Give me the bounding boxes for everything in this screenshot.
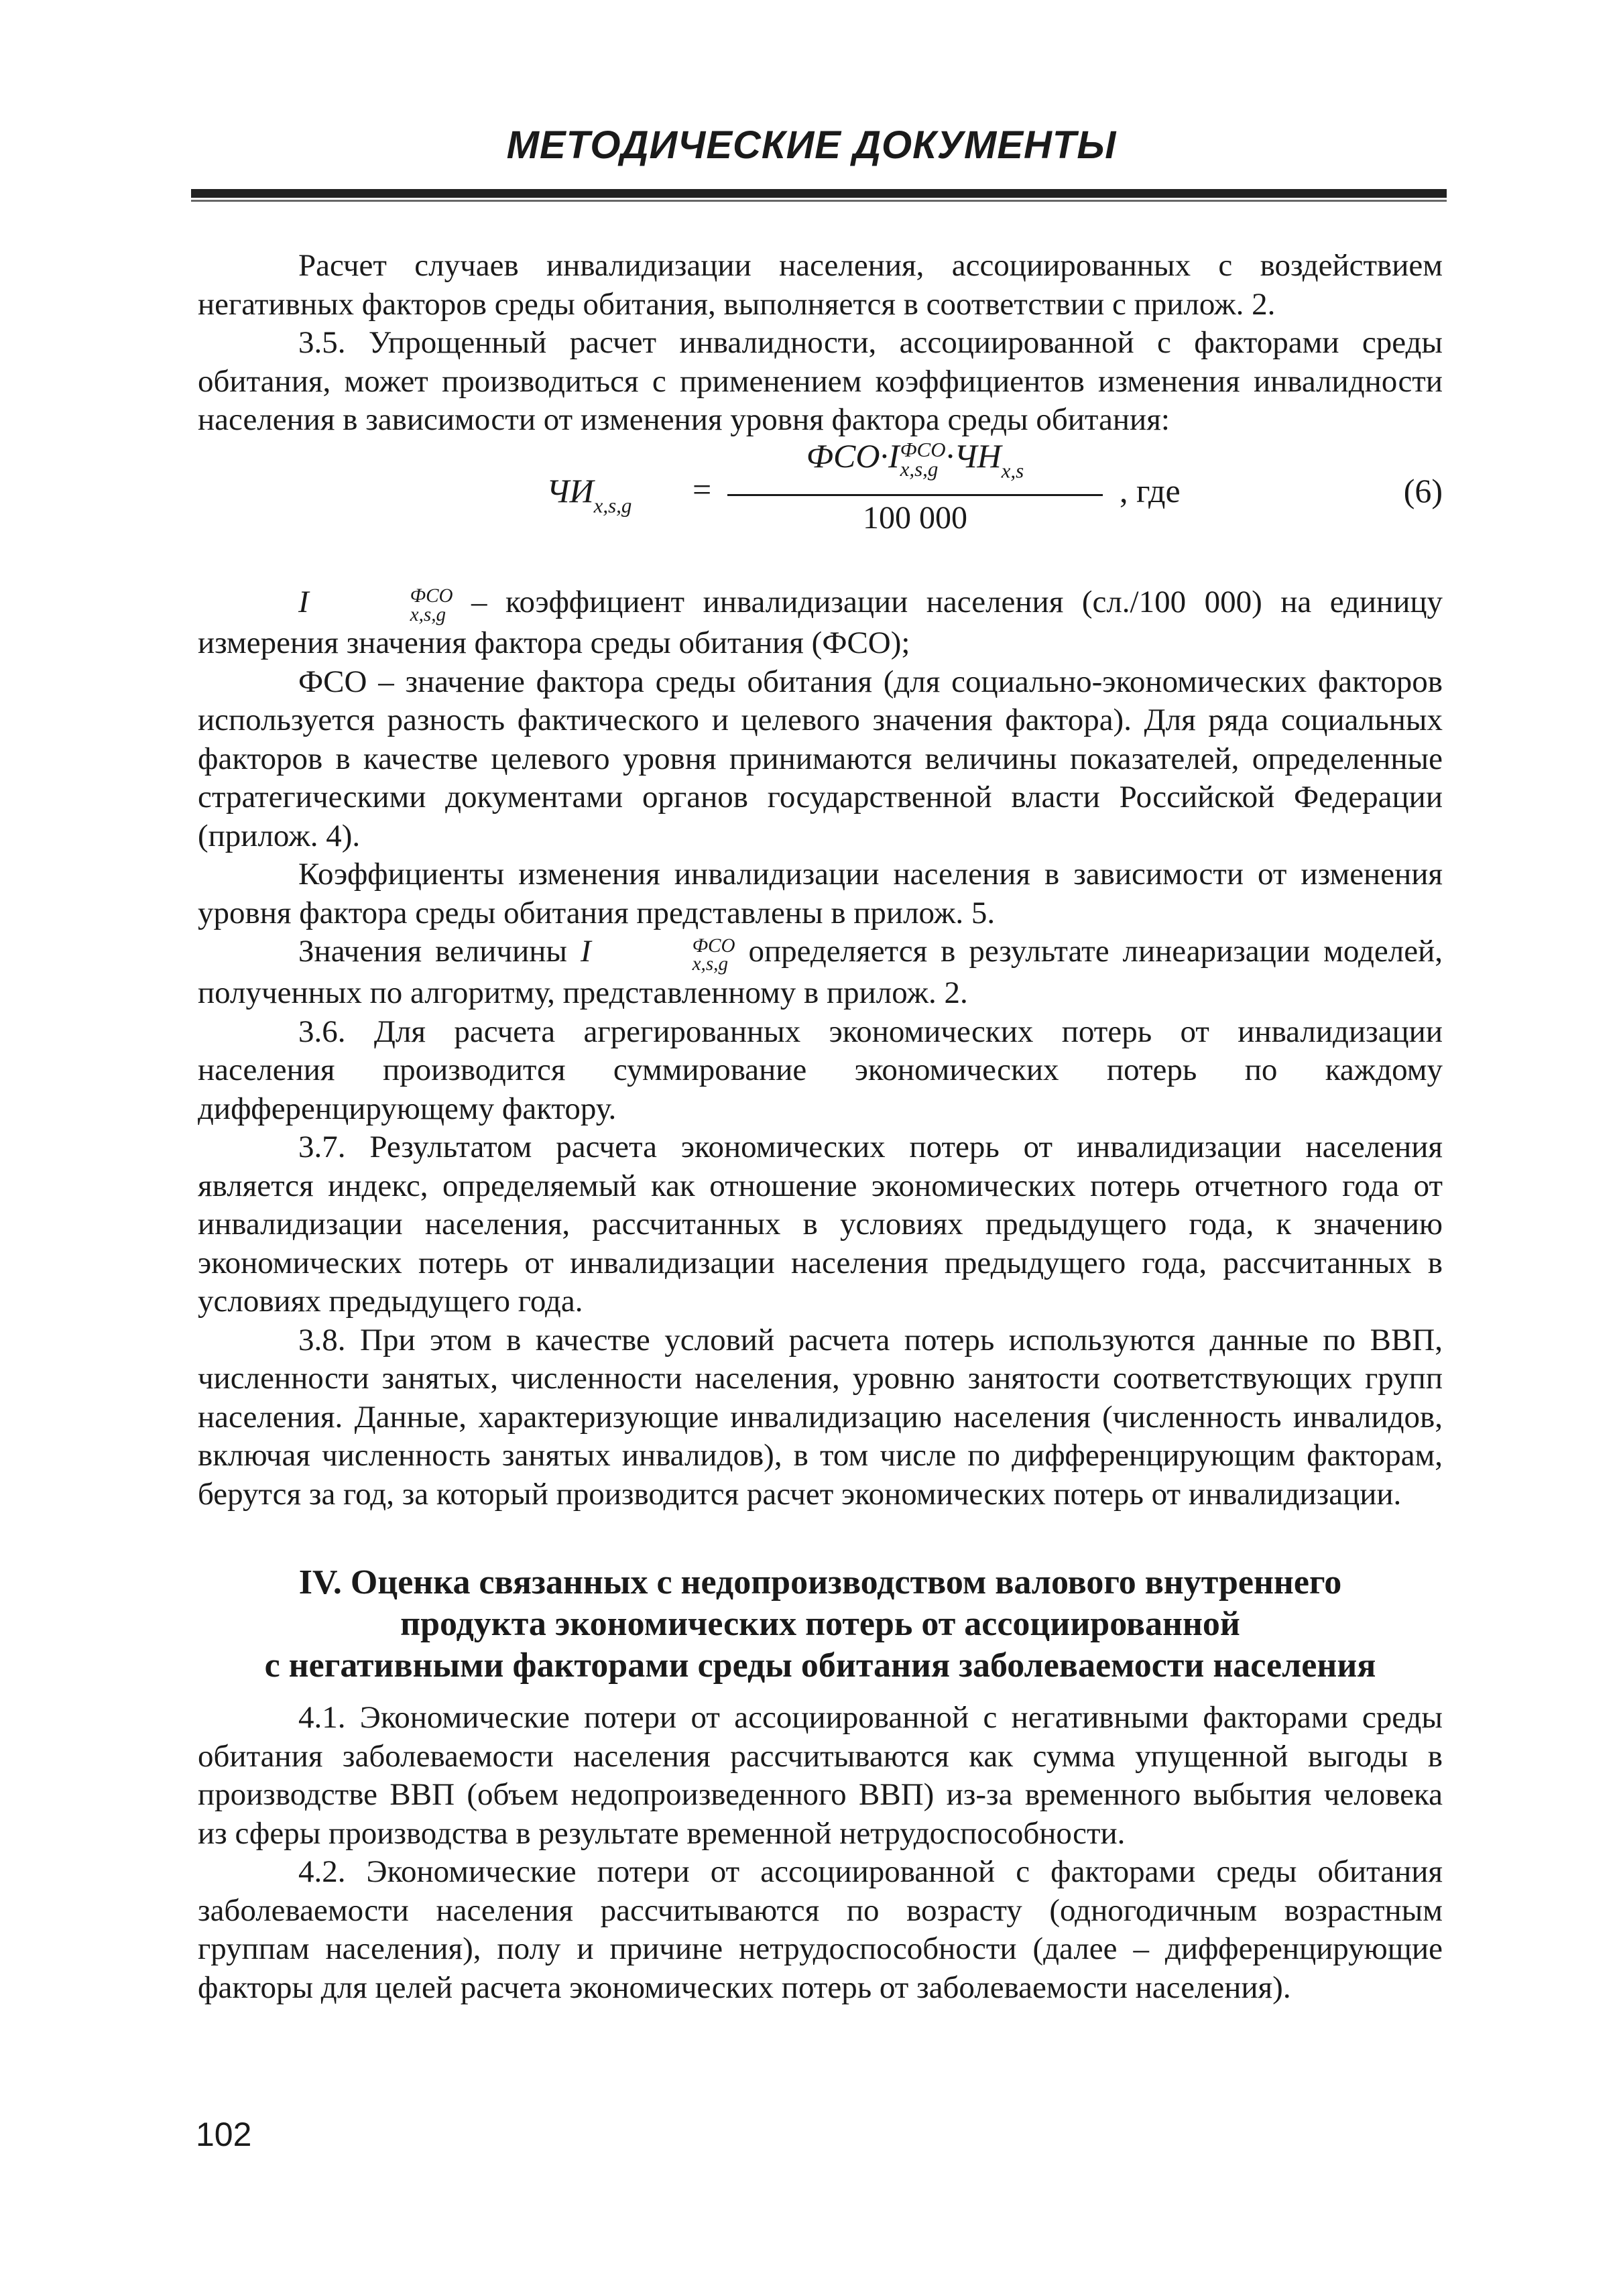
paragraph-values: Значения величины I ФСО x,s,g определяется в результате линеаризации моделей, полученных по алгоритму, представленному в прилож. 2. (198, 934, 1443, 1011)
section-heading-line: IV. Оценка связанных с недопроизводством валового внутреннего (298, 1563, 1342, 1602)
formula-numerator: ФСО·I ФСО x,s,g $\cdot ЧН_{x,s}$ (806, 436, 1024, 482)
formula-equals: = (693, 470, 712, 508)
paragraph-coefficients: Коэффициенты изменения инвалидизации населения в зависимости от изменения уровня фактора среды обитания представлены в прилож. 5. (198, 857, 1443, 930)
page-body (198, 247, 1443, 2007)
formula-denominator: 100 000 (863, 499, 967, 536)
section-heading-line: с негативными факторами среды обитания заболеваемости населения (264, 1646, 1376, 1685)
page-number: 102 (196, 2116, 252, 2153)
paragraph-4-2: 4.2. Экономические потери от ассоциированной с факторами среды обитания заболеваемости населения рассчитываются по возрасту (одногодичным возрастным группам населения), полу и причине нетрудоспособности (далее – дифференцирующие факторы для целей расчета экономических потерь от заболеваемости населения). (198, 1854, 1443, 2005)
formula-number: (6) (1403, 471, 1443, 509)
paragraph-3-7: 3.7. Результатом расчета экономических потерь от инвалидизации населения является индекс, определяемый как отношение экономических потерь отчетного года от инвалидизации населения, рассчитанных в условиях предыдущего года, к значению экономических потерь от инвалидизации населения предыдущего года, рассчитанных в условиях предыдущего года. (198, 1130, 1443, 1319)
paragraph-fso: ФСО – значение фактора среды обитания (для социально-экономических факторов используется разность фактического и целевого значения фактора). Для ряда социальных факторов в качестве целевого уровня принимаются величины показателей, определенные стратегическими документами органов государственной власти Российской Федерации (прилож. 4). (198, 664, 1443, 853)
formula-6 (198, 436, 1443, 571)
header-rule-thin (191, 200, 1447, 202)
paragraph-4-1: 4.1. Экономические потери от ассоциированной с негативными факторами среды обитания заболеваемости населения рассчитываются как сумма упущенной выгоды в производстве ВВП (объем недопроизведенного ВВП) из-за временного выбытия человека из сферы производства в результате временной нетрудоспособности. (198, 1700, 1443, 1851)
formula-where: , где (1120, 471, 1181, 509)
formula-fraction (714, 437, 1116, 538)
paragraph-3-6: 3.6. Для расчета агрегированных экономических потерь от инвалидизации населения производится суммирование экономических потерь по каждому дифференцирующему фактору. (198, 1014, 1443, 1126)
section-heading-line: продукта экономических потерь от ассоциированной (400, 1605, 1240, 1644)
formula-lhs: $ЧИ_{x,s,g}$ (546, 471, 632, 517)
header-rule (191, 189, 1447, 198)
running-header: МЕТОДИЧЕСКИЕ ДОКУМЕНТЫ (506, 123, 1117, 167)
paragraph-3-8: 3.8. При этом в качестве условий расчета потерь используются данные по ВВП, численности занятых, численности населения, уровню занятости соответствующих групп населения. Данные, характеризующие инвалидизацию населения (численность инвалидов, включая численность занятых инвалидов), в том числе по дифференцирующим факторам, берутся за год, за который производится расчет экономических потерь от инвалидизации. (198, 1322, 1443, 1512)
paragraph: Расчет случаев инвалидизации населения, ассоциированных с воздействием негативных факторов среды обитания, выполняется в соответствии с прилож. 2. (198, 248, 1443, 322)
section-heading-iv (198, 1562, 1443, 1687)
paragraph-3-5: 3.5. Упрощенный расчет инвалидности, ассоциированной с факторами среды обитания, может производиться с применением коэффициентов изменения инвалидности населения в зависимости от изменения уровня фактора среды обитания: (198, 325, 1443, 437)
definition-i: I ФСО x,s,g – коэффициент инвалидизации населения (сл./100 000) на единицу измерения значения фактора среды обитания (ФСО); (198, 584, 1443, 661)
